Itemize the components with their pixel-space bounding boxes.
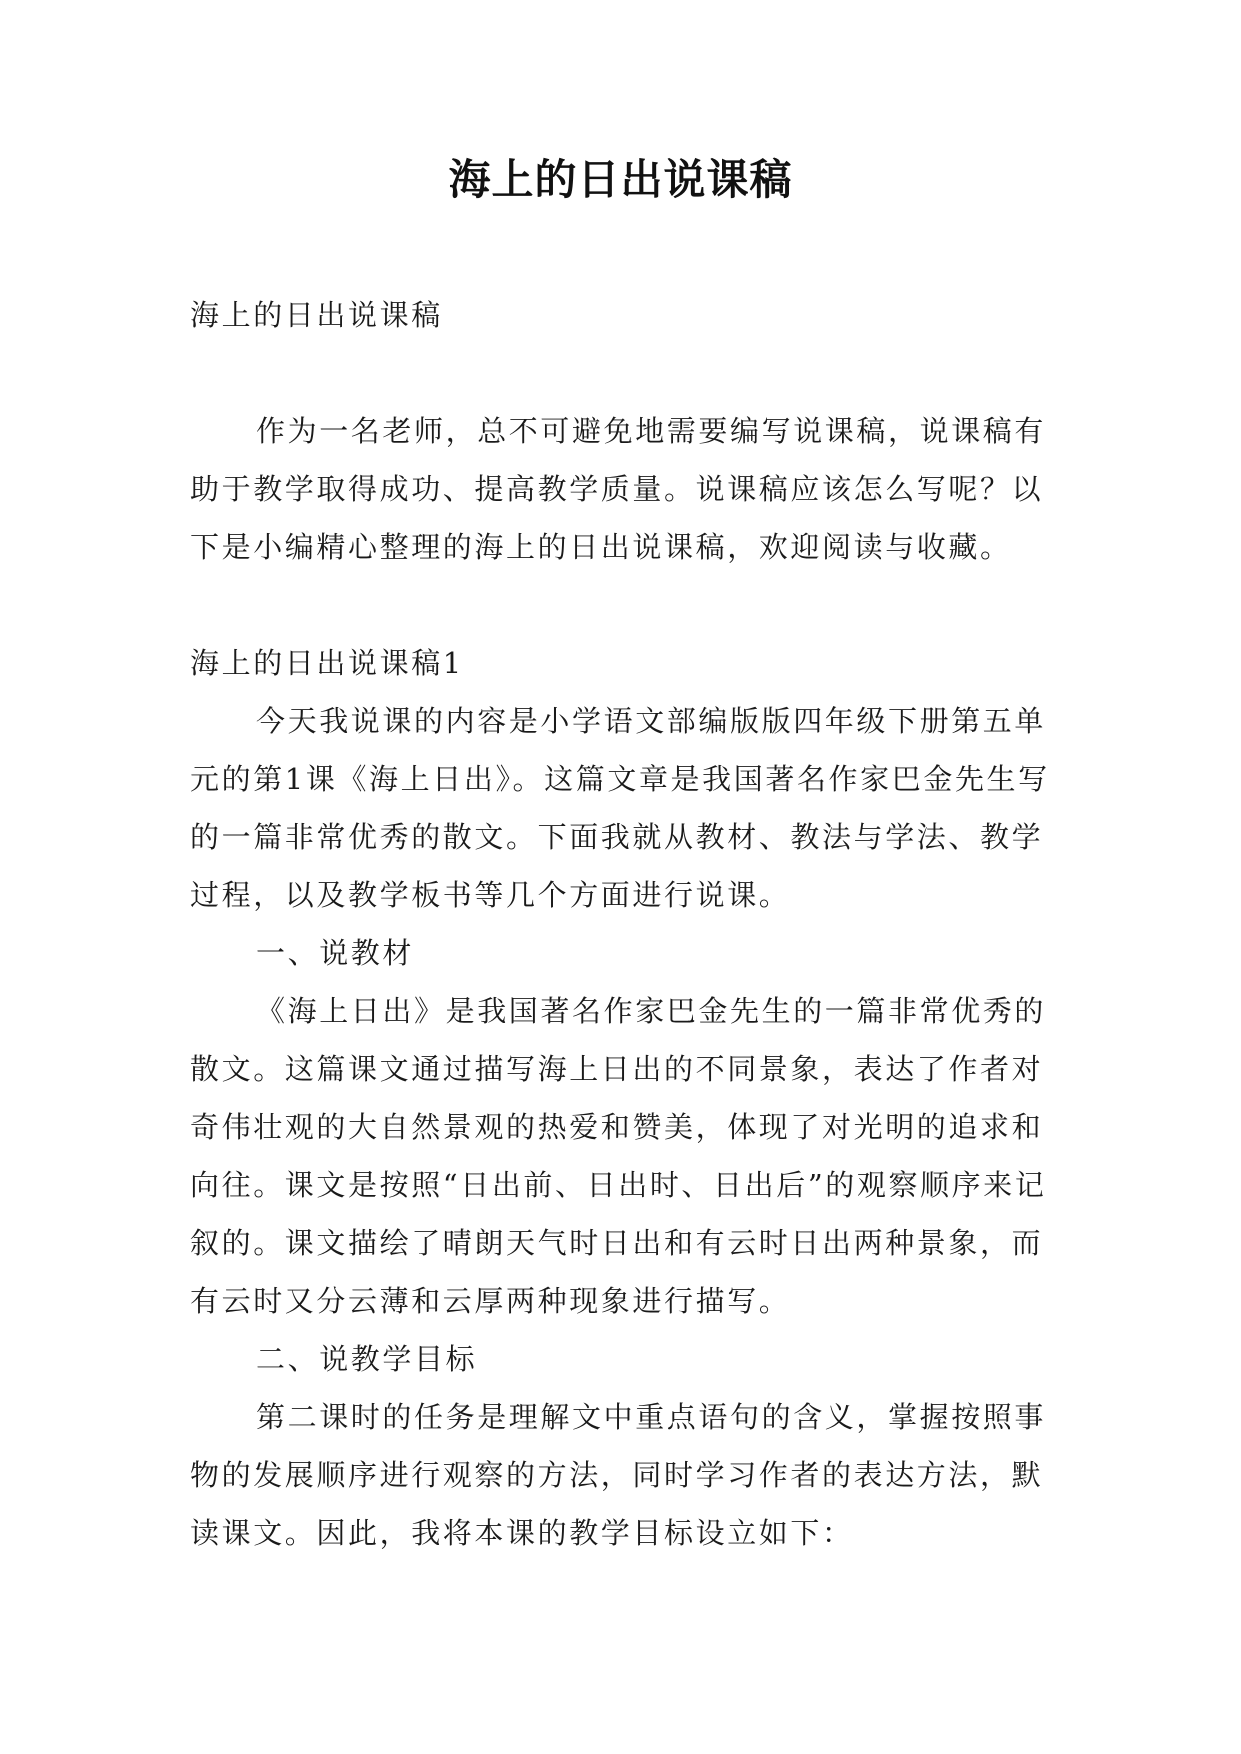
spacer — [190, 576, 1050, 634]
subheading-teaching-material: 一、说教材 — [256, 936, 415, 970]
body-paragraph: 《海上日出》是我国著名作家巴金先生的一篇非常优秀的散文。这篇课文通过描写海上日出的不同景象，表达了作者对奇伟壮观的大自然景观的热爱和赞美，体现了对光明的追求和向往。课文是按照“日出前、日出时、日出后”的观察顺序来记叙的。课文描绘了晴朗天气时日出和有云时日出两种景象，而有云时又分云薄和云厚两种现象进行描写。 — [190, 994, 1047, 1318]
document-body — [190, 286, 1050, 1562]
document-title: 海上的日出说课稿 — [448, 155, 793, 204]
document-subtitle: 海上的日出说课稿 — [190, 298, 443, 332]
body-paragraph: 今天我说课的内容是小学语文部编版版四年级下册第五单元的第1课《海上日出》。这篇文章是我国著名作家巴金先生写的一篇非常优秀的散文。下面我就从教材、教法与学法、教学过程，以及教学板书等几个方面进行说课。 — [190, 704, 1050, 912]
subheading-teaching-goals: 二、说教学目标 — [256, 1342, 478, 1376]
body-paragraph: 第二课时的任务是理解文中重点语句的含义，掌握按照事物的发展顺序进行观察的方法，同时学习作者的表达方法，默读课文。因此，我将本课的教学目标设立如下： — [190, 1400, 1047, 1550]
section-heading: 海上的日出说课稿1 — [190, 646, 464, 680]
spacer — [190, 344, 1050, 402]
intro-paragraph: 作为一名老师，总不可避免地需要编写说课稿，说课稿有助于教学取得成功、提高教学质量。说课稿应该怎么写呢？以下是小编精心整理的海上的日出说课稿，欢迎阅读与收藏。 — [190, 414, 1047, 564]
